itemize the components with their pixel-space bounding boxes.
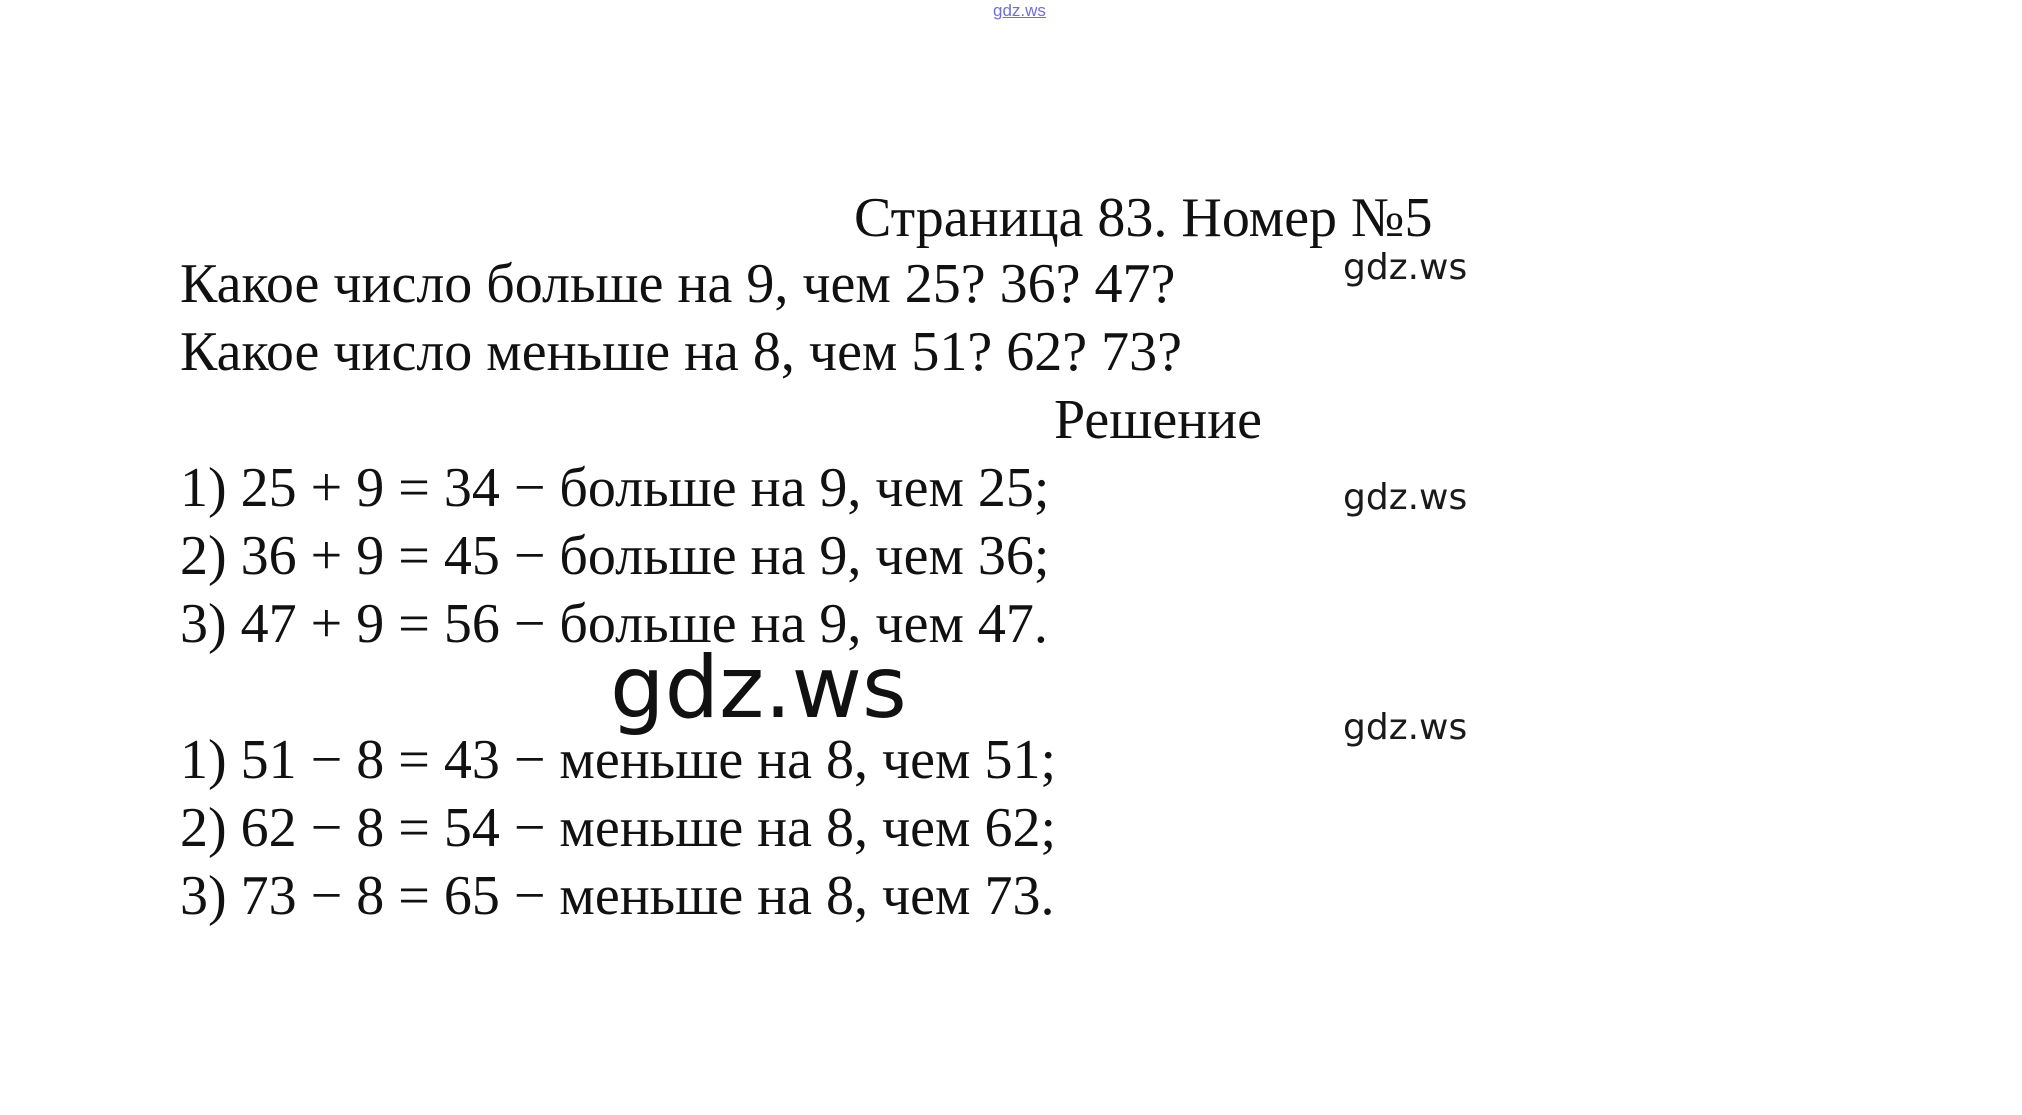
page-title: Страница 83. Номер №5 [854,187,1433,249]
side-watermark-3: gdz.ws [1343,707,1468,748]
solution-line-addition-3: 3) 47 + 9 = 56 − больше на 9, чем 47. [180,593,1048,655]
task-line-1: Какое число больше на 9, чем 25? 36? 47? [180,253,1176,315]
solution-line-subtraction-1: 1) 51 − 8 = 43 − меньше на 8, чем 51; [180,729,1057,791]
solution-heading: Решение [1054,389,1263,451]
solution-line-addition-1: 1) 25 + 9 = 34 − больше на 9, чем 25; [180,457,1050,519]
top-watermark-link[interactable]: gdz.ws [993,1,1046,20]
solution-line-addition-2: 2) 36 + 9 = 45 − больше на 9, чем 36; [180,525,1050,587]
side-watermark-1: gdz.ws [1343,247,1468,288]
solution-line-subtraction-2: 2) 62 − 8 = 54 − меньше на 8, чем 62; [180,797,1057,859]
task-line-2: Какое число меньше на 8, чем 51? 62? 73? [180,321,1182,383]
side-watermark-2: gdz.ws [1343,477,1468,518]
solution-line-subtraction-3: 3) 73 − 8 = 65 − меньше на 8, чем 73. [180,865,1055,927]
center-watermark: gdz.ws [610,638,907,738]
